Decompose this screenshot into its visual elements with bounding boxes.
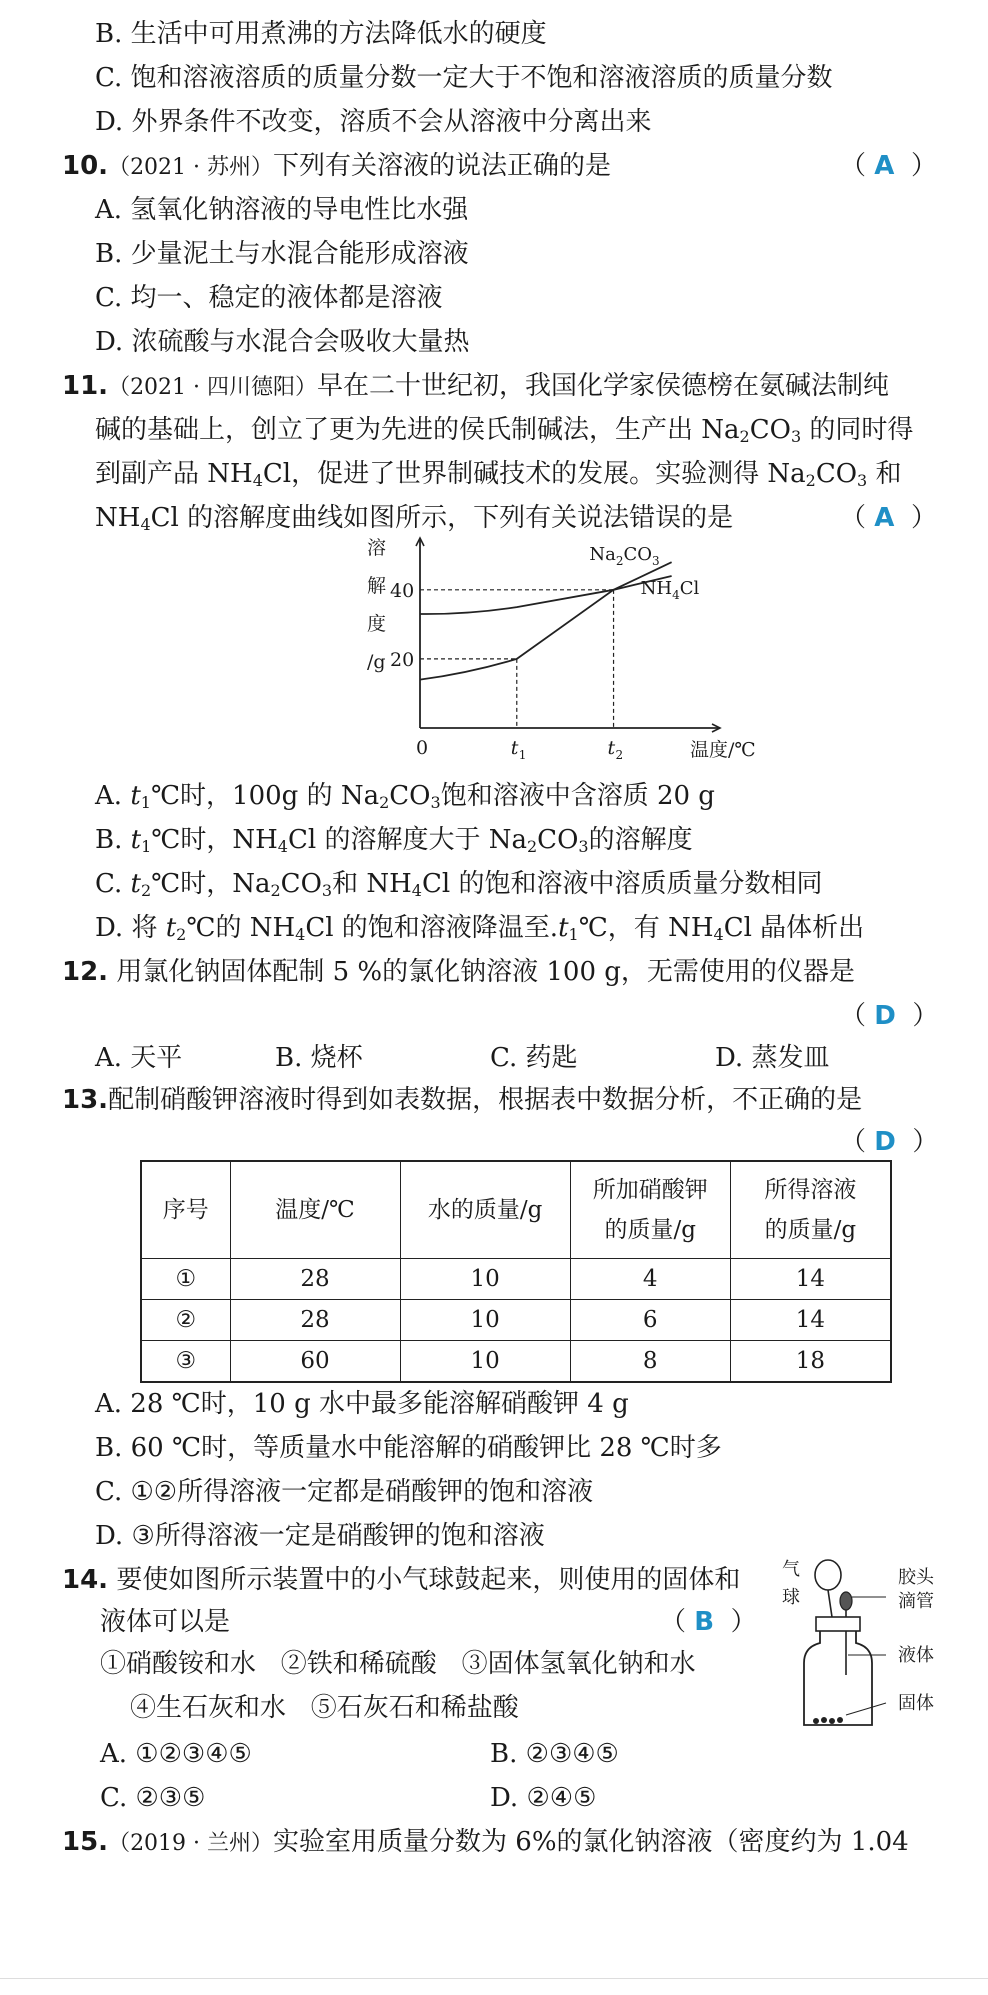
- dropper-bulb: [840, 1592, 852, 1610]
- text-part: Cl 的溶解度曲线如图所示，下列有关说法错误的是: [150, 503, 734, 533]
- subscript: 3: [790, 427, 802, 446]
- x-axis-label: 温度/℃: [690, 739, 756, 761]
- header-cell: [730, 1161, 891, 1259]
- table-cell: ①: [141, 1259, 230, 1300]
- symbol-t: t: [165, 913, 177, 943]
- subscript: 4: [140, 515, 151, 534]
- table-row: [141, 1341, 891, 1383]
- q15-stem: [62, 1822, 909, 1864]
- question-source: （2021 · 四川德阳）: [108, 375, 318, 400]
- q9-option-d: D. 外界条件不改变，溶质不会从溶液中分离出来: [95, 107, 652, 137]
- q10-option-b: B. 少量泥土与水混合能形成溶液: [95, 239, 469, 269]
- subscript: 3: [430, 793, 441, 812]
- question-number: 11.: [62, 371, 109, 401]
- table-cell: 18: [730, 1341, 891, 1383]
- y-axis-label-char: /g: [367, 651, 386, 673]
- bracket-open: （: [660, 1607, 687, 1637]
- question-number: 13.: [62, 1085, 109, 1115]
- q12-answer: [840, 996, 938, 1036]
- subscript: 2: [805, 471, 816, 490]
- q13-option-a: A. 28 ℃时，10 g 水中最多能溶解硝酸钾 4 g: [95, 1389, 629, 1419]
- bottle-outline: [804, 1631, 872, 1725]
- bracket-close: ）: [910, 503, 937, 533]
- symbol-t: t: [130, 781, 141, 811]
- text-part: Cl 的饱和溶液中溶质质量分数相同: [421, 869, 823, 899]
- label-dropper-1: 胶头: [898, 1567, 934, 1588]
- subscript: 2: [526, 837, 538, 856]
- text-part: Cl，促进了世界制碱技术的发展。实验测得 Na: [262, 459, 806, 489]
- q12-stem: [62, 952, 855, 992]
- q11-option-c: [95, 864, 822, 904]
- q11-option-b: [95, 820, 693, 860]
- table-cell: 60: [230, 1341, 400, 1383]
- series-line-nh4cl: [420, 576, 672, 614]
- data-table: [140, 1160, 892, 1383]
- table-cell: 14: [730, 1259, 891, 1300]
- table-cell: 6: [570, 1300, 730, 1341]
- q13-option-d: D. ③所得溶液一定是硝酸钾的饱和溶液: [95, 1521, 545, 1551]
- bracket-close: ）: [912, 1127, 939, 1157]
- table-cell: 28: [230, 1300, 400, 1341]
- series-label-na2co3: $Na_2CO_3$: [589, 544, 660, 568]
- answer-letter: A: [874, 503, 895, 533]
- text-part: 到副产品 NH: [95, 459, 253, 489]
- symbol-t: t: [130, 825, 142, 855]
- symbol-t: t: [558, 913, 569, 943]
- subscript: 3: [578, 837, 589, 856]
- x-tick-subscript: 2: [615, 748, 624, 762]
- question-text: 用氯化钠固体配制 5 %的氯化钠溶液 100 g，无需使用的仪器是: [116, 957, 855, 987]
- q12-option-a: A. 天平: [95, 1043, 183, 1073]
- subscript: 1: [141, 837, 152, 856]
- text-part: Cl 的饱和溶液降温至.: [305, 913, 559, 943]
- q13-option-b: B. 60 ℃时，等质量水中能溶解的硝酸钾比 28 ℃时多: [95, 1433, 722, 1463]
- solid-granules: [813, 1717, 843, 1724]
- solubility-chart: [355, 528, 785, 768]
- header-line: 的质量/g: [604, 1217, 696, 1243]
- table-cell: 10: [400, 1300, 570, 1341]
- y-axis-label-char: 溶: [367, 537, 387, 559]
- q11-stem-line1: [62, 366, 889, 408]
- q9-option-b: B. 生活中可用煮沸的方法降低水的硬度: [95, 19, 547, 49]
- bracket-open: （: [840, 151, 867, 181]
- q14-option-c: C. ②③⑤: [100, 1783, 206, 1813]
- text-part: 碱的基础上，创立了更为先进的侯氏制碱法，生产出 Na: [95, 415, 740, 445]
- text-part: D. 将: [95, 913, 166, 943]
- q10-option-c: C. 均一、稳定的液体都是溶液: [95, 283, 443, 313]
- series-label-nh4cl: $NH_4Cl$: [640, 577, 700, 602]
- text-part: ℃时，Na: [151, 869, 271, 899]
- q9-option-c: C. 饱和溶液溶质的质量分数一定大于不饱和溶液溶质的质量分数: [95, 63, 833, 93]
- text-part: 和 NH: [332, 869, 412, 899]
- balloon-tube: [828, 1590, 832, 1617]
- stopper: [816, 1617, 860, 1631]
- q13-answer: [840, 1122, 938, 1162]
- table-header-row: [141, 1161, 891, 1259]
- text-part: CO: [389, 781, 431, 811]
- question-number: 15.: [62, 1827, 109, 1857]
- subscript: 1: [140, 793, 151, 812]
- answer-letter: D: [874, 1127, 896, 1157]
- balloon-apparatus-figure: [776, 1555, 976, 1735]
- q14-stem-line2: 液体可以是: [100, 1607, 231, 1637]
- text-part: CO: [537, 825, 579, 855]
- q14-option-a: A. ①②③④⑤: [100, 1739, 252, 1769]
- table-cell: 10: [400, 1259, 570, 1300]
- text-part: 饱和溶液中含溶质 20 g: [440, 781, 715, 811]
- q12-option-c: C. 药匙: [490, 1043, 578, 1073]
- bracket-open: （: [840, 1127, 867, 1157]
- bracket-open: （: [840, 503, 867, 533]
- subscript: 4: [295, 925, 306, 944]
- header-line: 所得溶液: [764, 1177, 857, 1203]
- table-cell: 8: [570, 1341, 730, 1383]
- label-dropper-2: 滴管: [898, 1591, 934, 1612]
- x-tick-label: t: [607, 737, 616, 759]
- bracket-close: ）: [730, 1607, 757, 1637]
- text-part: B.: [95, 825, 131, 855]
- q11-option-a: [95, 776, 715, 816]
- chart-layer: [367, 537, 756, 762]
- bracket-close: ）: [910, 151, 937, 181]
- leader-solid: [846, 1703, 886, 1715]
- label-balloon-1: 气: [782, 1559, 800, 1580]
- subscript: 2: [176, 925, 187, 944]
- text-part: 的溶解度: [588, 825, 693, 855]
- table-row: [141, 1259, 891, 1300]
- y-axis-label-char: 度: [367, 613, 387, 635]
- text-part: 的同时得: [801, 415, 914, 445]
- series-line-na2co3: [420, 562, 672, 679]
- text-part: A.: [95, 781, 131, 811]
- header-line: 所加硝酸钾: [592, 1177, 708, 1203]
- q12-option-b: B. 烧杯: [275, 1043, 363, 1073]
- text-part: ℃时，100g 的 Na: [150, 781, 380, 811]
- q14-items-line1: ①硝酸铵和水 ②铁和稀硫酸 ③固体氢氧化钠和水: [100, 1649, 696, 1679]
- q13-stem: [62, 1080, 862, 1120]
- q11-option-d: [95, 908, 864, 948]
- x-tick-subscript: 1: [518, 748, 527, 762]
- question-source: （2021 · 苏州）: [108, 155, 274, 180]
- text-part: CO: [749, 415, 791, 445]
- balloon-shape: [815, 1560, 841, 1590]
- q14-option-b: B. ②③④⑤: [490, 1739, 619, 1769]
- subscript: 4: [713, 925, 724, 944]
- question-number: 10.: [62, 151, 109, 181]
- q14-option-d: D. ②④⑤: [490, 1783, 597, 1813]
- text-part: ℃的 NH: [186, 913, 296, 943]
- symbol-t: t: [130, 869, 141, 899]
- answer-letter: A: [874, 151, 895, 181]
- subscript: 4: [252, 471, 263, 490]
- q14-answer: [660, 1602, 757, 1642]
- q10-answer: [840, 146, 937, 186]
- header-cell: 序号: [141, 1161, 230, 1259]
- table-cell: 14: [730, 1300, 891, 1341]
- header-cell: [570, 1161, 730, 1259]
- subscript: 4: [411, 881, 422, 900]
- text-part: CO: [815, 459, 858, 489]
- subscript: 2: [379, 793, 390, 812]
- bracket-close: ）: [912, 1001, 939, 1031]
- subscript: 4: [277, 837, 288, 856]
- table-cell: ②: [141, 1300, 230, 1341]
- label-liquid: 液体: [898, 1645, 934, 1666]
- answer-letter: D: [874, 1001, 896, 1031]
- q14-stem-line1: [62, 1560, 740, 1600]
- question-text: 配制硝酸钾溶液时得到如表数据，根据表中数据分析，不正确的是: [108, 1085, 863, 1115]
- text-part: Cl 晶体析出: [723, 913, 865, 943]
- q10-stem: [62, 146, 611, 188]
- q10-option-a: A. 氢氧化钠溶液的导电性比水强: [95, 195, 469, 225]
- answer-letter: B: [694, 1607, 715, 1637]
- label-solid: 固体: [898, 1693, 934, 1714]
- text-part: Cl 的溶解度大于 Na: [287, 825, 527, 855]
- q11-stem-line2: [95, 410, 913, 450]
- subscript: 1: [568, 925, 579, 944]
- question-text: 早在二十世纪初，我国化学家侯德榜在氨碱法制纯: [317, 371, 890, 401]
- label-balloon-2: 球: [782, 1587, 800, 1608]
- question-number: 12.: [62, 957, 109, 987]
- q14-items-line2: ④生石灰和水 ⑤石灰石和稀盐酸: [130, 1693, 519, 1723]
- text-part: 和: [867, 459, 902, 489]
- text-part: C.: [95, 869, 131, 899]
- question-source: （2019 · 兰州）: [108, 1831, 274, 1856]
- question-text: 下列有关溶液的说法正确的是: [273, 151, 612, 181]
- y-axis-label-char: 解: [367, 575, 387, 597]
- subscript: 2: [739, 427, 750, 446]
- table-cell: ③: [141, 1341, 230, 1383]
- text-part: ℃时，NH: [151, 825, 278, 855]
- header-line: 的质量/g: [764, 1217, 857, 1243]
- subscript: 3: [857, 471, 868, 490]
- question-text: 要使如图所示装置中的小气球鼓起来，则使用的固体和: [116, 1565, 741, 1595]
- question-number: 14.: [62, 1565, 109, 1595]
- subscript: 2: [270, 881, 281, 900]
- header-cell: 水的质量/g: [400, 1161, 570, 1259]
- origin-label: 0: [416, 737, 429, 759]
- q13-option-c: C. ①②所得溶液一定都是硝酸钾的饱和溶液: [95, 1477, 594, 1507]
- subscript: 3: [321, 881, 333, 900]
- table-cell: 28: [230, 1259, 400, 1300]
- text-part: ℃，有 NH: [578, 913, 714, 943]
- q10-option-d: D. 浓硫酸与水混合会吸收大量热: [95, 327, 470, 357]
- q11-stem-line3: [95, 454, 901, 494]
- subscript: 2: [140, 881, 152, 900]
- q11-answer: [840, 498, 937, 538]
- question-text: 实验室用质量分数为 6%的氯化钠溶液（密度约为 1.04: [273, 1827, 909, 1857]
- y-tick-label: 40: [390, 579, 415, 602]
- bracket-open: （: [840, 1001, 867, 1031]
- q12-option-d: D. 蒸发皿: [715, 1043, 830, 1073]
- text-part: NH: [95, 503, 141, 533]
- y-tick-label: 20: [390, 648, 415, 671]
- table-row: [141, 1300, 891, 1341]
- header-cell: 温度/℃: [230, 1161, 400, 1259]
- table-cell: 4: [570, 1259, 730, 1300]
- table-cell: 10: [400, 1341, 570, 1383]
- page-bottom-rule: [0, 1978, 988, 1979]
- x-tick-label: t: [510, 737, 519, 759]
- text-part: CO: [280, 869, 322, 899]
